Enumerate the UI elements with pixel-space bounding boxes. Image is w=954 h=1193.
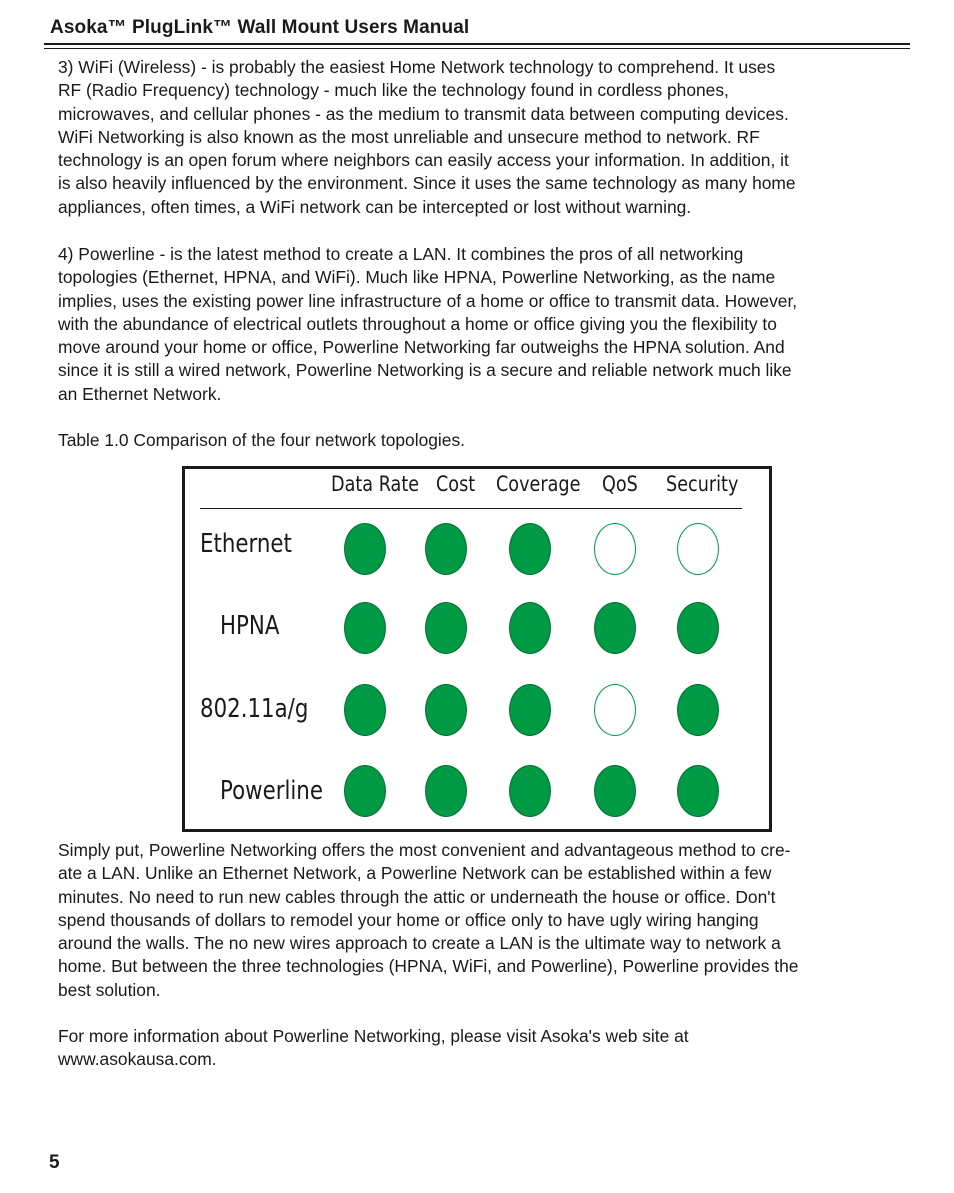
row-label-802-11ag: 802.11a/g <box>200 694 309 724</box>
rating-dot-ethernet-coverage-filled <box>509 523 551 575</box>
rating-dot-ethernet-data-rate-filled <box>344 523 386 575</box>
rating-dot-ethernet-qos-empty <box>594 523 636 575</box>
rating-dot-802-11a-g-qos-empty <box>594 684 636 736</box>
rating-dot-802-11a-g-coverage-filled <box>509 684 551 736</box>
summary-paragraph: Simply put, Powerline Networking offers the most convenient and advantageous method to cre- ate a LAN. Unlike an Ethernet Network, a Powerline Network can be established within a few minutes. No need to run new cables through the attic or underneath the house or office. Don't spend thousands of dollars to remodel your home or office only to have ugly wiring hanging around the walls. The no new wires approach to create a LAN is the ultimate way to network a home. But between the three technologies (HPNA, WiFi, and Powerline), Powerline provides the best solution. <box>58 840 799 1000</box>
rating-dot-powerline-qos-filled <box>594 765 636 817</box>
table-caption: Table 1.0 Comparison of the four network topologies. <box>58 430 465 450</box>
column-header-data-rate: Data Rate <box>331 472 420 497</box>
manual-title: Asoka™ PlugLink™ Wall Mount Users Manual <box>50 17 470 38</box>
rating-dot-802-11a-g-security-filled <box>677 684 719 736</box>
rating-dot-802-11a-g-cost-filled <box>425 684 467 736</box>
row-label-hpna: HPNA <box>220 611 280 641</box>
header-rule-thick <box>44 43 910 45</box>
rating-dot-powerline-cost-filled <box>425 765 467 817</box>
rating-dot-powerline-coverage-filled <box>509 765 551 817</box>
rating-dot-hpna-security-filled <box>677 602 719 654</box>
column-header-coverage: Coverage <box>496 472 581 497</box>
row-label-ethernet: Ethernet <box>200 529 292 559</box>
rating-dot-hpna-qos-filled <box>594 602 636 654</box>
table-header-rule <box>200 508 742 509</box>
column-header-security: Security <box>666 472 739 497</box>
page-number: 5 <box>49 1152 60 1173</box>
row-label-powerline: Powerline <box>220 776 323 806</box>
rating-dot-hpna-data-rate-filled <box>344 602 386 654</box>
header-rule-thin <box>44 48 910 49</box>
website-link[interactable]: www.asokausa.com. <box>58 1049 217 1070</box>
rating-dot-802-11a-g-data-rate-filled <box>344 684 386 736</box>
rating-dot-hpna-cost-filled <box>425 602 467 654</box>
wifi-paragraph: 3) WiFi (Wireless) - is probably the easiest Home Network technology to comprehend. It uses RF (Radio Frequency) technology - much like the technology found in cordless phones, microwaves, and cellular phones - as the medium to transmit data between computing devices. WiFi Networking is also known as the most unreliable and unsecure method to network. RF technology is an open forum where neighbors can easily access your information. In addition, it is also heavily influenced by the environment. Since it uses the same technology as many home appliances, often times, a WiFi network can be intercepted or lost without warning. <box>58 57 796 217</box>
rating-dot-powerline-security-filled <box>677 765 719 817</box>
rating-dot-ethernet-security-empty <box>677 523 719 575</box>
more-info-paragraph: For more information about Powerline Networking, please visit Asoka's web site at www.asokausa.com. <box>58 1026 689 1070</box>
powerline-paragraph: 4) Powerline - is the latest method to create a LAN. It combines the pros of all networking topologies (Ethernet, HPNA, and WiFi). Much like HPNA, Powerline Networking, as the name implies, uses the existing power line infrastructure of a home or office to transmit data. However, with the abundance of electrical outlets throughout a home or office giving you the flexibility to move around your home or office, Powerline Networking far outweighs the HPNA solution. And since it is still a wired network, Powerline Networking is a secure and reliable network much like an Ethernet Network. <box>58 244 798 404</box>
rating-dot-ethernet-cost-filled <box>425 523 467 575</box>
rating-dot-hpna-coverage-filled <box>509 602 551 654</box>
column-header-qos: QoS <box>602 472 638 497</box>
rating-dot-powerline-data-rate-filled <box>344 765 386 817</box>
column-header-cost: Cost <box>436 472 476 497</box>
